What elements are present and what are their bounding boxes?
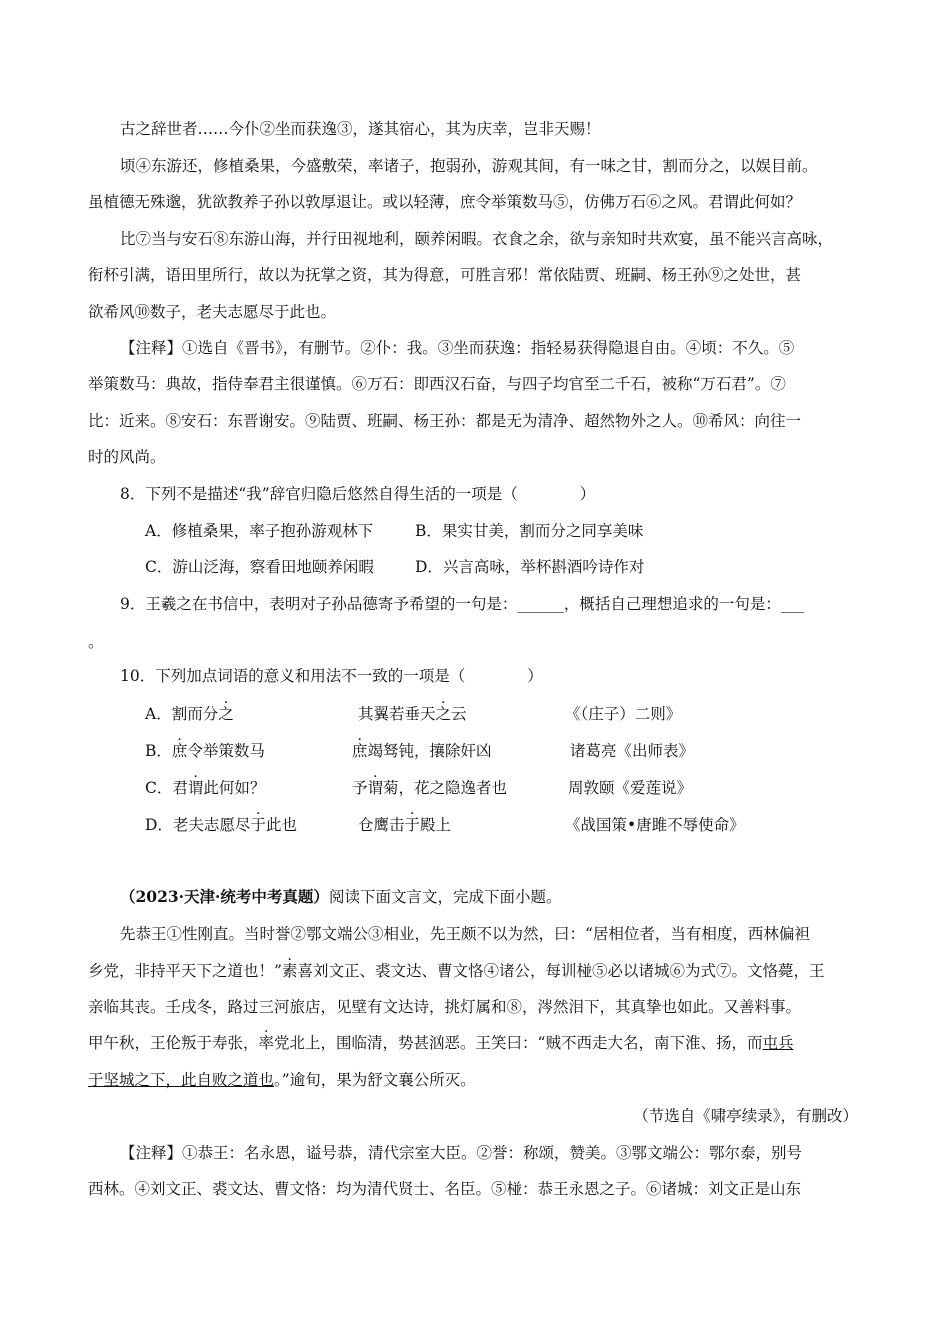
question-9-line2: 。 (88, 633, 104, 651)
question-8-stem: 8．下列不是描述“我”辞官归隐后悠然自得生活的一项是（ ） (120, 485, 596, 503)
question-10-c-1: C．君谓此何如？ (145, 779, 266, 797)
notes1-line2: 举策数马：典故，指侍奉君主很谨慎。⑥万石：即西汉石奋，与四子均官至二千石，被称“万石君”。⑦ (88, 375, 786, 393)
passage2-heading (120, 887, 900, 907)
question-10-a-1: A．割而分之 (145, 705, 234, 723)
passage2-line3: 亲临其丧。壬戌冬，路过三河旅店，见壁有文达诗，挑灯属和⑧，涔然泪下，其真挚也如此。又善料事。 (88, 998, 802, 1016)
question-10-d-3: 《战国策•唐雎不辱使命》 (565, 816, 745, 834)
passage1-line6: 欲希风⑩数子，老夫志愿尽于此也。 (88, 303, 337, 321)
question-10-b-2: 庶竭驽钝，攘除奸凶 (352, 742, 492, 760)
notes1-line1: 【注释】①选自《晋书》，有删节。②仆：我。③坐而获逸：指轻易获得隐退自由。④顷：不久。⑤ (120, 339, 795, 357)
passage1-line4: 比⑦当与安石⑧东游山海，并行田视地利，颐养闲暇。衣食之余，欲与亲知时共欢宴，虽不能兴言高咏， (120, 230, 834, 248)
passage1-line2: 顷④东游还，修植桑果，今盛敷荣，率诸子，抱弱孙，游观其间，有一味之甘，割而分之，以娱目前。 (120, 157, 818, 175)
question-10-b-1: B．庶令举策数马 (145, 742, 265, 760)
question-8-option-c: C．游山泛海，察看田地颐养闲暇 (145, 558, 374, 576)
passage2-intro: 阅读下面文言文，完成下面小题。 (328, 888, 562, 906)
passage2-line2: 乡党，非持平天下之道也！”素喜刘文正、裘文达、曹文恪④诸公，每训椪⑤必以诸城⑥为式⑦。文恪薨，王 (88, 962, 825, 980)
question-9-line1: 9．王羲之在书信中，表明对子孙品德寄予希望的一句是：______，概括自己理想追求的一句是：___ (120, 595, 805, 613)
question-10-a-2: 其翼若垂天之云 (358, 705, 467, 723)
passage2-source: （2023·天津·统考中考真题） (120, 887, 329, 906)
question-10-d-1: D．老夫志愿尽于此也 (145, 816, 297, 834)
question-8-option-d: D．兴言高咏，举杯斟酒吟诗作对 (415, 558, 645, 576)
passage1-line1: 古之辞世者……今仆②坐而获逸③，遂其宿心，其为庆幸，岂非天赐！ (120, 120, 601, 138)
question-10-d-2: 仓鹰击于殿上 (358, 816, 452, 834)
question-10-a-3: 《（庄子）二则》 (565, 705, 682, 723)
notes1-line3: 比：近来。⑧安石：东晋谢安。⑨陆贾、班嗣、杨王孙：都是无为清净、超然物外之人。⑩希风：向往一 (88, 412, 802, 430)
notes1-line4: 时的风尚。 (88, 448, 166, 466)
passage1-line3: 虽植德无殊邈，犹欲教养子孙以敦厚退让。或以轻薄，庶令举策数马⑤，仿佛万石⑥之风。君谓此何如？ (88, 193, 802, 211)
passage2-line4: 甲午秋，王伦叛于寿张，率党北上，围临清，势甚汹恶。王笑曰：“贼不西走大名，南下淮、扬，而屯兵 (88, 1034, 794, 1052)
passage1-line5: 衔杯引满，语田里所行，故以为抚掌之资，其为得意，可胜言邪！常依陆贾、班嗣、杨王孙⑨之处世，甚 (88, 266, 802, 284)
passage2-line5: 于坚城之下，此自败之道也。”逾旬，果为舒文襄公所灭。 (88, 1071, 476, 1089)
question-10-b-3: 诸葛亮《出师表》 (570, 742, 695, 760)
passage2-citation: （节选自《啸亭续录》，有删改） (633, 1107, 858, 1125)
question-10-c-3: 周敦颐《爱莲说》 (568, 779, 693, 797)
question-8-option-b: B．果实甘美，割而分之同享美味 (415, 522, 644, 540)
question-8-option-a: A．修植桑果，率子抱孙游观林下 (145, 522, 374, 540)
passage2-line1: 先恭王①性刚直。当时誉②鄂文端公③相业，先王颇不以为然，曰：“居相位者，当有相度，西林偏袒 (120, 925, 810, 943)
notes2-line1: 【注释】①恭王：名永恩，谥号恭，清代宗室大臣。②誉：称颂，赞美。③鄂文端公：鄂尔泰，别号 (120, 1144, 803, 1162)
question-10-stem: 10．下列加点词语的意义和用法不一致的一项是（ ） (120, 667, 543, 685)
question-10-c-2: 予谓菊，花之隐逸者也 (352, 779, 508, 797)
notes2-line2: 西林。④刘文正、裘文达、曹文恪：均为清代贤士、名臣。⑤椪：恭王永恩之子。⑥诸城：刘文正是山东 (88, 1180, 802, 1198)
